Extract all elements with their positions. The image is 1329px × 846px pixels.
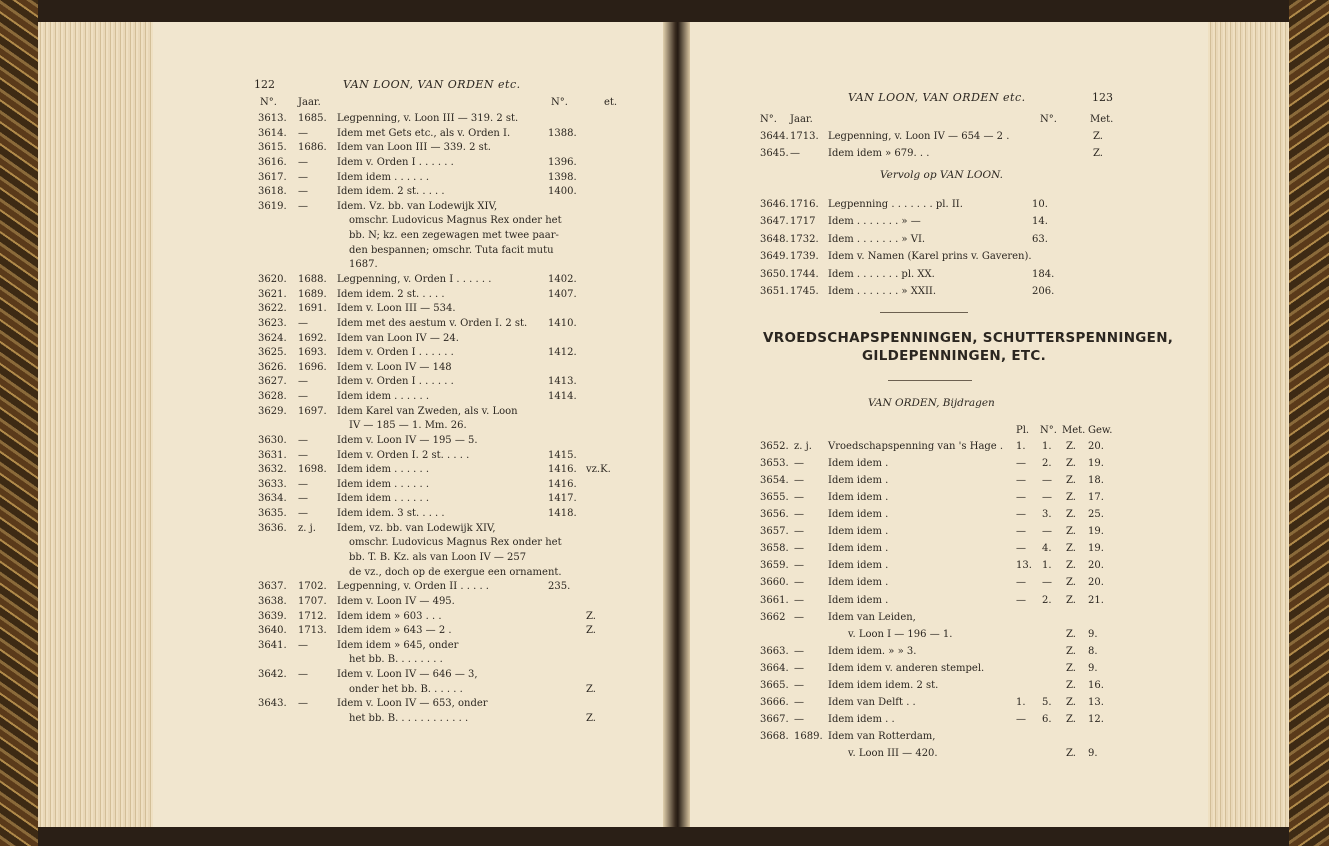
entry-metal: Z. <box>1066 458 1076 469</box>
entry-year: z. j. <box>794 441 812 452</box>
entry-number: 3629. <box>258 406 287 417</box>
entry-description: Idem met Gets etc., als v. Orden I. <box>337 128 511 139</box>
left-page-number: 122 <box>254 78 275 91</box>
entry-description: omschr. Ludovicus Magnus Rex onder het <box>349 537 562 548</box>
orden-col-header-gew: Gew. <box>1088 425 1113 436</box>
entry-description: Idem idem » 645, onder <box>337 640 459 651</box>
entry-description: Vroedschapspenning van 's Hage . <box>828 441 1004 452</box>
right-col-header-no2: N°. <box>1040 114 1057 125</box>
entry-description: Idem idem. 2 st. . . . . <box>337 186 445 197</box>
entry-year: — <box>794 543 804 554</box>
entry-plate-number: 1. <box>1042 441 1052 452</box>
entry-metal: Z. <box>1066 680 1076 691</box>
entry-metal: Z. <box>1066 577 1076 588</box>
entry-year: — <box>298 450 308 461</box>
entry-number: 3642. <box>258 669 287 680</box>
entry-number: 3633. <box>258 479 287 490</box>
entry-description: Legpenning, v. Loon IV — 654 — 2 . <box>828 131 1010 142</box>
entry-description: Idem idem . . . . . . <box>337 493 430 504</box>
entry-description: Idem van Loon IV — 24. <box>337 333 459 344</box>
entry-number: 3622. <box>258 303 287 314</box>
entry-metal: Z. <box>1066 595 1076 606</box>
entry-year: 1698. <box>298 464 327 475</box>
entry-description: IV — 185 — 1. Mm. 26. <box>349 420 467 431</box>
entry-metal: Z. <box>1066 526 1076 537</box>
entry-plate: 13. <box>1016 560 1032 571</box>
entry-number: 3646. <box>760 199 789 210</box>
orden-col-header-pl: Pl. <box>1016 425 1030 436</box>
entry-description: Idem met des aestum v. Orden I. 2 st. <box>337 318 528 329</box>
entry-reference: 1396. <box>548 157 577 168</box>
entry-number: 3643. <box>258 698 287 709</box>
entry-description: v. Loon I — 196 — 1. <box>848 629 953 640</box>
entry-year: 1732. <box>790 234 819 245</box>
entry-year: z. j. <box>298 523 316 534</box>
entry-number: 3666. <box>760 697 789 708</box>
entry-description: bb. N; kz. een zegewagen met twee paar- <box>349 230 559 241</box>
entry-year: 1702. <box>298 581 327 592</box>
entry-number: 3619. <box>258 201 287 212</box>
entry-description: Idem idem . <box>828 577 889 588</box>
entry-number: 3634. <box>258 493 287 504</box>
entry-description: Idem idem. » » 3. <box>828 646 917 657</box>
entry-description: Idem idem . . . . . . <box>337 172 430 183</box>
entry-metal: Z. <box>1093 131 1103 142</box>
entry-number: 3654. <box>760 475 789 486</box>
entry-description: het bb. B. . . . . . . . . . . . <box>349 713 469 724</box>
entry-year: — <box>298 318 308 329</box>
entry-weight: 13. <box>1088 697 1104 708</box>
entry-description: Idem idem » 643 — 2 . <box>337 625 452 636</box>
entry-number: 3625. <box>258 347 287 358</box>
entry-metal: Z. <box>1066 509 1076 520</box>
entry-number: 3630. <box>258 435 287 446</box>
entry-metal: Z. <box>1066 714 1076 725</box>
right-running-head: VAN LOON, VAN ORDEN etc. <box>848 91 1026 104</box>
entry-description: den bespannen; omschr. Tuta facit mutu <box>349 245 554 256</box>
entry-reference: 1416. <box>548 479 577 490</box>
vervolg-subheading: Vervolg op VAN LOON. <box>880 169 1003 181</box>
entry-year: 1713. <box>790 131 819 142</box>
entry-metal: Z. <box>1066 543 1076 554</box>
entry-metal: Z. <box>1066 646 1076 657</box>
entry-note: Z. <box>586 611 596 622</box>
entry-plate-number: 2. <box>1042 595 1052 606</box>
entry-description: Idem idem » 679. . . <box>828 148 930 159</box>
entry-plate: — <box>1016 475 1026 486</box>
entry-reference: 63. <box>1032 234 1048 245</box>
entry-number: 3647. <box>760 216 789 227</box>
entry-year: — <box>298 391 308 402</box>
right-col-header-met: Met. <box>1090 114 1114 125</box>
entry-description: Idem idem. 3 st. . . . . <box>337 508 445 519</box>
entry-description: Idem v. Orden I . . . . . . <box>337 376 454 387</box>
entry-number: 3658. <box>760 543 789 554</box>
entry-number: 3635. <box>258 508 287 519</box>
entry-description: Idem v. Orden I . . . . . . <box>337 157 454 168</box>
entry-reference: 1414. <box>548 391 577 402</box>
right-col-header-no: N°. <box>760 114 777 125</box>
entry-description: Legpenning . . . . . . . pl. II. <box>828 199 963 210</box>
entry-reference: 1388. <box>548 128 577 139</box>
entry-description: Idem v. Loon IV — 148 <box>337 362 452 373</box>
entry-description: Idem idem . <box>828 595 889 606</box>
entry-description: Legpenning, v. Loon III — 319. 2 st. <box>337 113 519 124</box>
left-col-header-no: N°. <box>260 97 277 108</box>
entry-plate-number: 6. <box>1042 714 1052 725</box>
entry-reference: 1407. <box>548 289 577 300</box>
entry-description: Idem idem idem. 2 st. <box>828 680 939 691</box>
entry-reference: 1418. <box>548 508 577 519</box>
entry-description: Idem v. Loon IV — 195 — 5. <box>337 435 478 446</box>
entry-reference: 206. <box>1032 286 1055 297</box>
entry-year: — <box>298 172 308 183</box>
entry-metal: Z. <box>1066 697 1076 708</box>
entry-plate: — <box>1016 595 1026 606</box>
entry-plate: — <box>1016 492 1026 503</box>
entry-year: — <box>298 669 308 680</box>
entry-number: 3639. <box>258 611 287 622</box>
right-col-header-year: Jaar. <box>790 114 813 125</box>
entry-year: — <box>298 201 308 212</box>
entry-year: — <box>298 479 308 490</box>
entry-number: 3641. <box>258 640 287 651</box>
entry-plate: 1. <box>1016 441 1026 452</box>
entry-year: 1739. <box>790 251 819 262</box>
entry-plate-number: 3. <box>1042 509 1052 520</box>
section-title-line-1: VROEDSCHAPSPENNINGEN, SCHUTTERSPENNINGEN, <box>763 330 1174 346</box>
entry-year: — <box>794 560 804 571</box>
entry-weight: 17. <box>1088 492 1104 503</box>
entry-number: 3636. <box>258 523 287 534</box>
entry-description: Idem idem . <box>828 458 889 469</box>
entry-plate-number: 5. <box>1042 697 1052 708</box>
entry-year: 1707. <box>298 596 327 607</box>
entry-description: Idem v. Orden I . . . . . . <box>337 347 454 358</box>
entry-year: 1713. <box>298 625 327 636</box>
entry-weight: 12. <box>1088 714 1104 725</box>
entry-description: Idem idem . <box>828 560 889 571</box>
entry-year: — <box>298 640 308 651</box>
page-edges-left <box>38 22 153 827</box>
entry-description: bb. T. B. Kz. als van Loon IV — 257 <box>349 552 527 563</box>
entry-description: Idem v. Loon III — 534. <box>337 303 456 314</box>
entry-year: 1745. <box>790 286 819 297</box>
entry-year: 1688. <box>298 274 327 285</box>
entry-year: — <box>794 492 804 503</box>
entry-plate: — <box>1016 543 1026 554</box>
page-edges-right <box>1208 22 1289 827</box>
entry-description: Idem idem . <box>828 492 889 503</box>
left-col-header-year: Jaar. <box>298 97 321 108</box>
entry-weight: 21. <box>1088 595 1104 606</box>
entry-number: 3618. <box>258 186 287 197</box>
entry-weight: 19. <box>1088 526 1104 537</box>
entry-plate-number: 2. <box>1042 458 1052 469</box>
entry-number: 3631. <box>258 450 287 461</box>
entry-description: Idem van Delft . . <box>828 697 916 708</box>
entry-description: Idem idem . . . . . . <box>337 391 430 402</box>
entry-reference: 1415. <box>548 450 577 461</box>
entry-metal: Z. <box>1066 441 1076 452</box>
entry-year: — <box>794 612 804 623</box>
entry-weight: 19. <box>1088 458 1104 469</box>
entry-year: 1716. <box>790 199 819 210</box>
entry-weight: 18. <box>1088 475 1104 486</box>
entry-description: Idem v. Orden I. 2 st. . . . . <box>337 450 470 461</box>
entry-year: — <box>298 698 308 709</box>
entry-year: — <box>794 595 804 606</box>
entry-plate-number: 1. <box>1042 560 1052 571</box>
entry-reference: 10. <box>1032 199 1048 210</box>
entry-reference: 1398. <box>548 172 577 183</box>
entry-year: — <box>298 376 308 387</box>
entry-description: Idem van Rotterdam, <box>828 731 936 742</box>
entry-description: v. Loon III — 420. <box>848 748 938 759</box>
entry-year: — <box>298 128 308 139</box>
divider-rule <box>880 312 968 313</box>
entry-year: 1697. <box>298 406 327 417</box>
entry-description: Idem idem. 2 st. . . . . <box>337 289 445 300</box>
entry-description: 1687. <box>349 259 378 270</box>
book-gutter <box>663 22 690 827</box>
entry-year: 1717 <box>790 216 816 227</box>
entry-metal: Z. <box>1066 663 1076 674</box>
entry-reference: 1412. <box>548 347 577 358</box>
entry-weight: 20. <box>1088 441 1104 452</box>
entry-number: 3645. <box>760 148 789 159</box>
orden-col-header-no: N°. <box>1040 425 1057 436</box>
orden-col-header-met: Met. <box>1062 425 1086 436</box>
entry-description: Idem idem » 603 . . . <box>337 611 442 622</box>
entry-description: Idem idem . <box>828 509 889 520</box>
entry-number: 3640. <box>258 625 287 636</box>
entry-year: — <box>298 435 308 446</box>
entry-number: 3624. <box>258 333 287 344</box>
entry-plate-number: 4. <box>1042 543 1052 554</box>
entry-year: — <box>298 157 308 168</box>
entry-metal: Z. <box>1066 748 1076 759</box>
entry-number: 3650. <box>760 269 789 280</box>
entry-number: 3626. <box>258 362 287 373</box>
entry-weight: 9. <box>1088 629 1098 640</box>
entry-year: — <box>794 714 804 725</box>
entry-metal: Z. <box>1066 629 1076 640</box>
entry-year: — <box>298 508 308 519</box>
entry-year: 1692. <box>298 333 327 344</box>
entry-number: 3638. <box>258 596 287 607</box>
entry-year: 1744. <box>790 269 819 280</box>
entry-reference: 1402. <box>548 274 577 285</box>
entry-year: — <box>794 458 804 469</box>
entry-weight: 20. <box>1088 577 1104 588</box>
entry-number: 3632. <box>258 464 287 475</box>
entry-description: Idem idem . . . . . . <box>337 479 430 490</box>
entry-number: 3656. <box>760 509 789 520</box>
entry-plate: — <box>1016 458 1026 469</box>
entry-description: Idem v. Loon IV — 646 — 3, <box>337 669 478 680</box>
entry-description: Idem . . . . . . . pl. XX. <box>828 269 935 280</box>
entry-number: 3655. <box>760 492 789 503</box>
entry-year: — <box>298 186 308 197</box>
entry-plate-number: — <box>1042 492 1052 503</box>
entry-description: Idem . . . . . . . » — <box>828 216 921 227</box>
entry-number: 3659. <box>760 560 789 571</box>
entry-description: Idem idem . <box>828 543 889 554</box>
section-title-line-2: GILDEPENNINGEN, ETC. <box>862 348 1047 364</box>
entry-reference: 1400. <box>548 186 577 197</box>
entry-year: — <box>794 526 804 537</box>
left-col-header-et: et. <box>604 97 618 108</box>
entry-number: 3621. <box>258 289 287 300</box>
entry-note: Z. <box>586 713 596 724</box>
entry-metal: Z. <box>1066 560 1076 571</box>
entry-weight: 8. <box>1088 646 1098 657</box>
entry-number: 3628. <box>258 391 287 402</box>
entry-description: Idem idem . . . . . . <box>337 464 430 475</box>
entry-number: 3660. <box>760 577 789 588</box>
entry-year: 1693. <box>298 347 327 358</box>
entry-number: 3667. <box>760 714 789 725</box>
entry-year: — <box>794 577 804 588</box>
entry-metal: Z. <box>1066 492 1076 503</box>
marble-cover-left <box>0 0 38 846</box>
marble-cover-right <box>1289 0 1329 846</box>
entry-description: Idem v. Loon IV — 495. <box>337 596 455 607</box>
entry-year: 1696. <box>298 362 327 373</box>
entry-year: — <box>794 680 804 691</box>
entry-description: Idem. Vz. bb. van Lodewijk XIV, <box>337 201 498 212</box>
entry-number: 3620. <box>258 274 287 285</box>
entry-year: — <box>794 475 804 486</box>
entry-number: 3644. <box>760 131 789 142</box>
entry-description: Idem, vz. bb. van Lodewijk XIV, <box>337 523 496 534</box>
entry-description: Idem . . . . . . . » XXII. <box>828 286 937 297</box>
entry-description: Idem v. Loon IV — 653, onder <box>337 698 488 709</box>
orden-subheading: VAN ORDEN, Bijdragen <box>868 397 995 409</box>
entry-plate: — <box>1016 714 1026 725</box>
entry-description: Idem . . . . . . . » VI. <box>828 234 926 245</box>
entry-number: 3617. <box>258 172 287 183</box>
entry-number: 3664. <box>760 663 789 674</box>
entry-plate: — <box>1016 526 1026 537</box>
entry-year: — <box>794 646 804 657</box>
entry-number: 3662 <box>760 612 786 623</box>
entry-number: 3665. <box>760 680 789 691</box>
entry-description: onder het bb. B. . . . . . <box>349 684 463 695</box>
entry-number: 3623. <box>258 318 287 329</box>
entry-plate-number: — <box>1042 577 1052 588</box>
entry-description: Idem idem v. anderen stempel. <box>828 663 985 674</box>
entry-description: omschr. Ludovicus Magnus Rex onder het <box>349 215 562 226</box>
divider-rule-2 <box>888 380 972 381</box>
entry-note: Z. <box>586 625 596 636</box>
entry-number: 3668. <box>760 731 789 742</box>
left-col-header-no2: N°. <box>551 97 568 108</box>
entry-plate-number: — <box>1042 475 1052 486</box>
right-page-number: 123 <box>1092 91 1113 104</box>
entry-plate: 1. <box>1016 697 1026 708</box>
entry-weight: 9. <box>1088 663 1098 674</box>
entry-weight: 9. <box>1088 748 1098 759</box>
entry-year: — <box>794 697 804 708</box>
entry-year: 1712. <box>298 611 327 622</box>
entry-description: Idem idem . <box>828 526 889 537</box>
entry-year: — <box>794 663 804 674</box>
entry-metal: Z. <box>1066 475 1076 486</box>
entry-number: 3652. <box>760 441 789 452</box>
entry-description: Idem van Loon III — 339. 2 st. <box>337 142 491 153</box>
entry-reference: 1417. <box>548 493 577 504</box>
entry-description: de vz., doch op de exergue een ornament. <box>349 567 562 578</box>
entry-description: Legpenning, v. Orden II . . . . . <box>337 581 489 592</box>
entry-description: het bb. B. . . . . . . . <box>349 654 443 665</box>
entry-number: 3657. <box>760 526 789 537</box>
entry-number: 3648. <box>760 234 789 245</box>
entry-reference: 1413. <box>548 376 577 387</box>
entry-number: 3616. <box>258 157 287 168</box>
entry-year: — <box>794 509 804 520</box>
entry-number: 3615. <box>258 142 287 153</box>
entry-description: Idem van Leiden, <box>828 612 916 623</box>
entry-description: Idem Karel van Zweden, als v. Loon <box>337 406 518 417</box>
entry-year: 1689. <box>298 289 327 300</box>
entry-number: 3613. <box>258 113 287 124</box>
entry-weight: 20. <box>1088 560 1104 571</box>
entry-reference: 184. <box>1032 269 1055 280</box>
entry-description: Idem idem . . <box>828 714 895 725</box>
entry-number: 3649. <box>760 251 789 262</box>
entry-number: 3661. <box>760 595 789 606</box>
entry-reference: 1416. <box>548 464 577 475</box>
entry-weight: 19. <box>1088 543 1104 554</box>
entry-number: 3663. <box>760 646 789 657</box>
entry-number: 3637. <box>258 581 287 592</box>
entry-plate-number: — <box>1042 526 1052 537</box>
entry-number: 3653. <box>760 458 789 469</box>
entry-year: — <box>298 493 308 504</box>
entry-year: — <box>790 148 800 159</box>
left-running-head: VAN LOON, VAN ORDEN etc. <box>343 78 521 91</box>
entry-note: vz.K. <box>586 464 611 475</box>
entry-year: 1691. <box>298 303 327 314</box>
entry-reference: 235. <box>548 581 571 592</box>
entry-reference: 1410. <box>548 318 577 329</box>
entry-year: 1689. <box>794 731 823 742</box>
entry-year: 1686. <box>298 142 327 153</box>
entry-weight: 16. <box>1088 680 1104 691</box>
entry-metal: Z. <box>1093 148 1103 159</box>
entry-description: Idem v. Namen (Karel prins v. Gaveren). <box>828 251 1032 262</box>
entry-note: Z. <box>586 684 596 695</box>
entry-description: Idem idem . <box>828 475 889 486</box>
entry-number: 3627. <box>258 376 287 387</box>
entry-year: 1685. <box>298 113 327 124</box>
entry-description: Legpenning, v. Orden I . . . . . . <box>337 274 492 285</box>
entry-reference: 14. <box>1032 216 1048 227</box>
entry-plate: — <box>1016 509 1026 520</box>
entry-weight: 25. <box>1088 509 1104 520</box>
entry-number: 3614. <box>258 128 287 139</box>
entry-plate: — <box>1016 577 1026 588</box>
entry-number: 3651. <box>760 286 789 297</box>
